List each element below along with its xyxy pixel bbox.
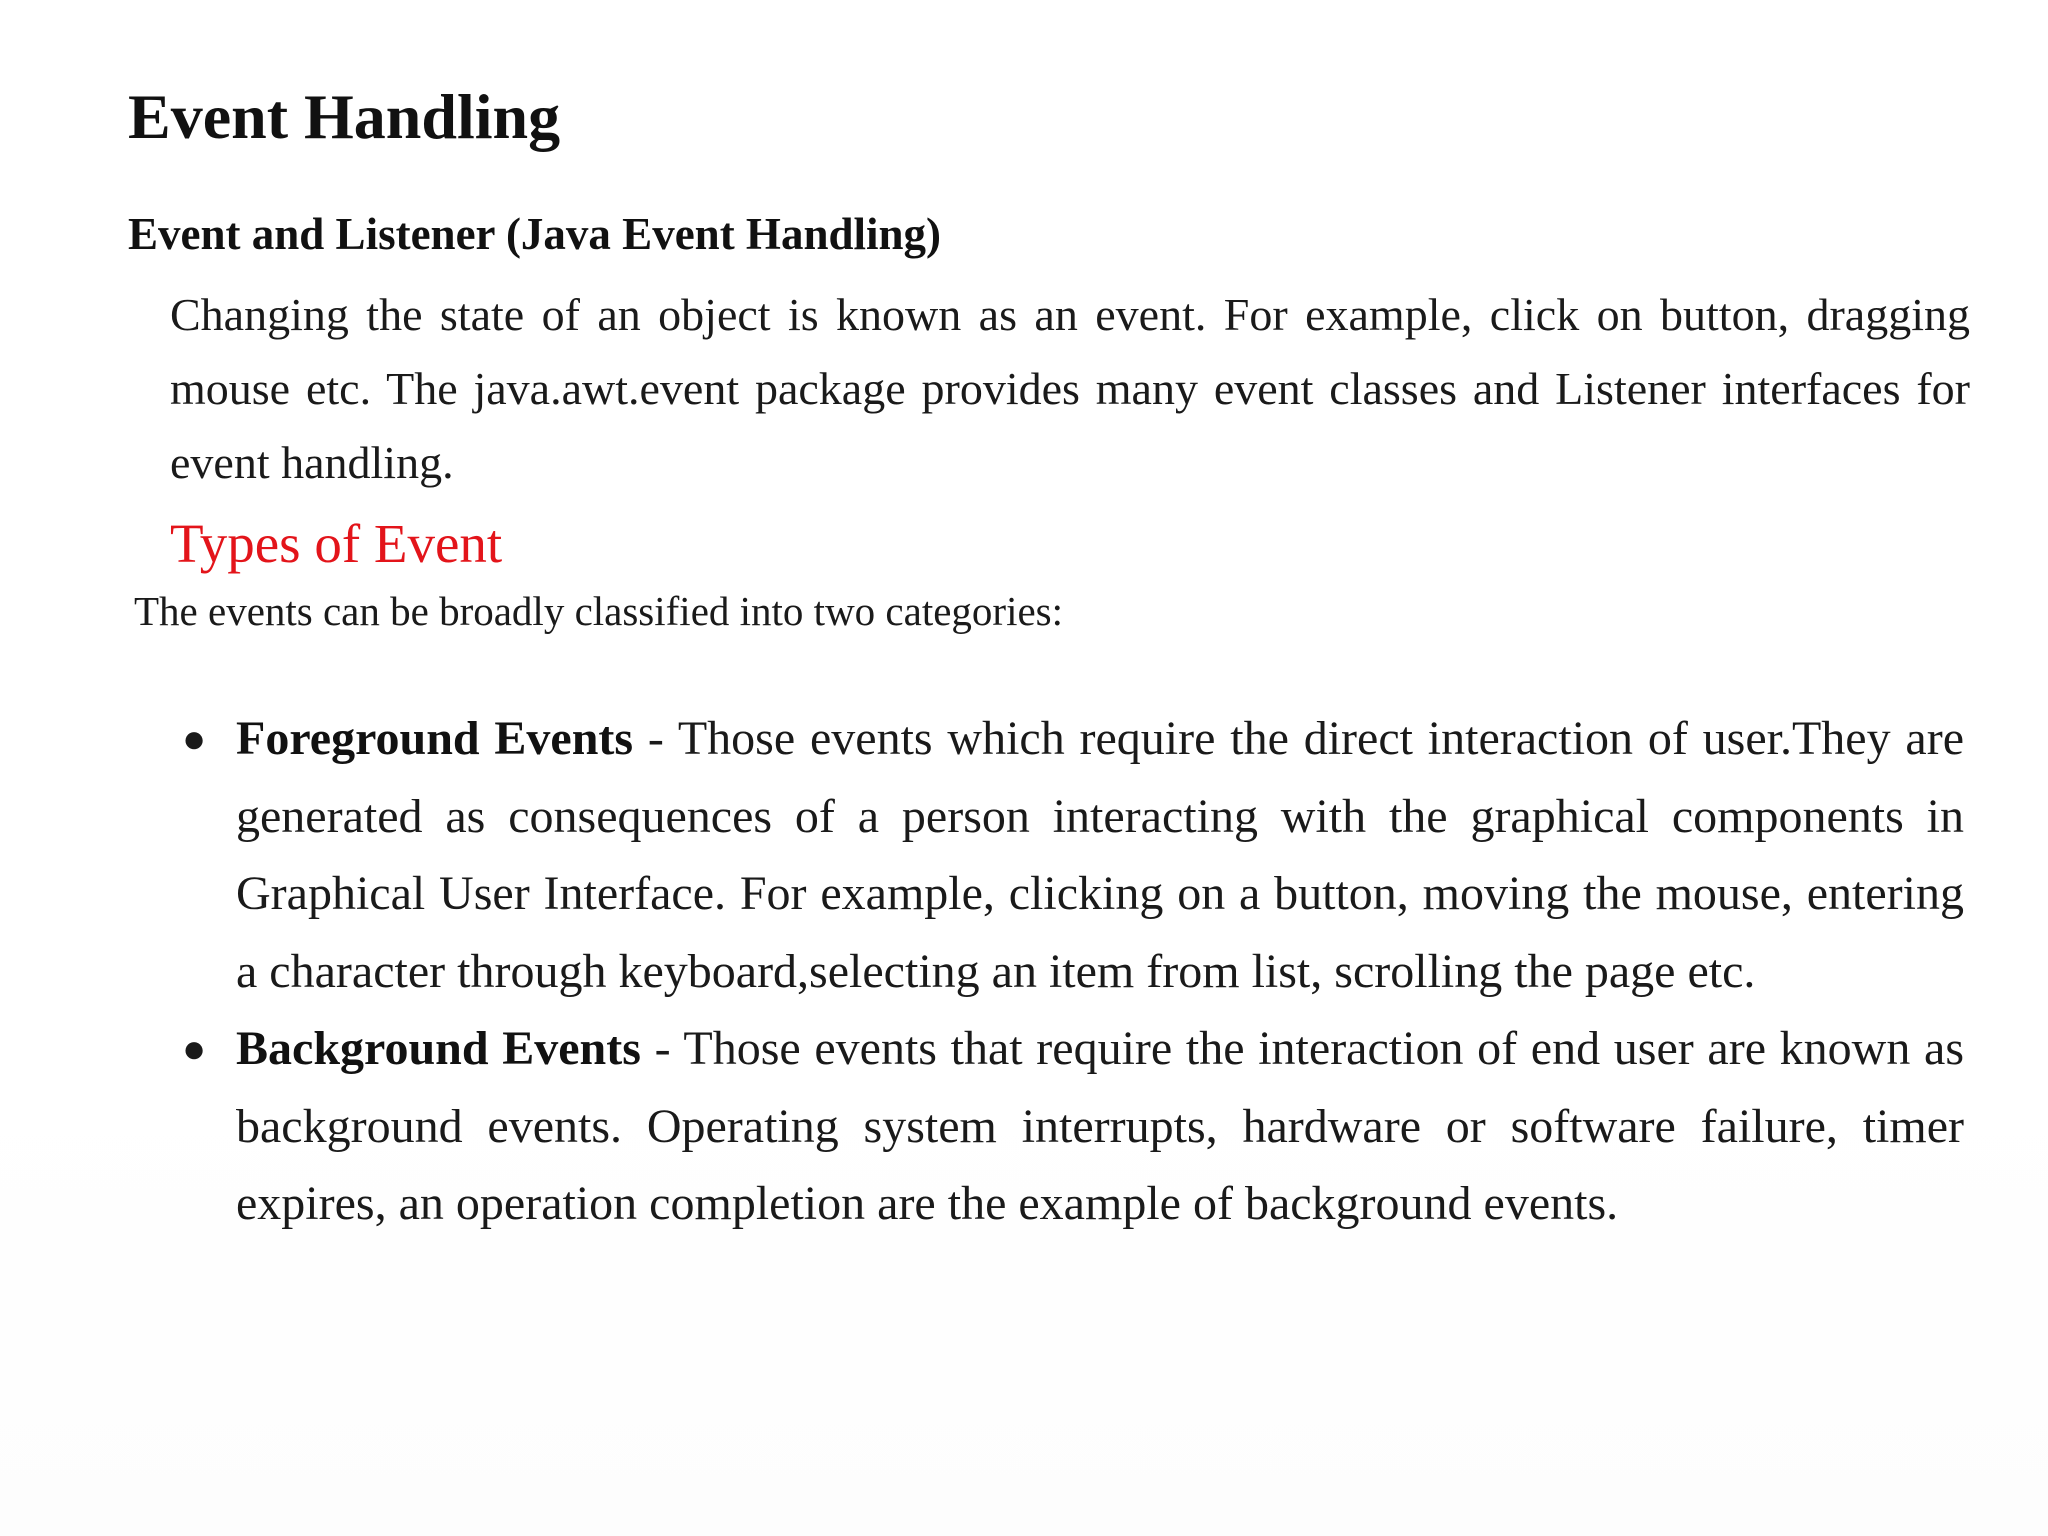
event-term: Background Events <box>236 1022 641 1075</box>
bullet-icon: ● <box>182 1026 207 1071</box>
term-separator: - <box>633 712 678 765</box>
page-title: Event Handling <box>128 81 561 152</box>
event-description: Those events that require the interaction of end user are known as background events. Operating system interrupts, hardware or software failure, timer expires, an operation completion are the example of background events. <box>236 1022 1965 1230</box>
list-item-foreground-events <box>182 700 1964 1010</box>
event-term: Foreground Events <box>236 712 634 765</box>
types-of-event-heading: Types of Event <box>170 513 503 574</box>
categories-sentence: The events can be broadly classified into two categories: <box>134 588 1064 634</box>
event-description: Those events which require the direct interaction of user.They are generated as consequences of a person interacting with the graphical components in Graphical User Interface. For example, clicking on a button, moving the mouse, entering a character through keyboard,selecting an item from list, scrolling the page etc. <box>236 712 1964 998</box>
list-item-background-events <box>182 1010 1965 1243</box>
term-separator: - <box>640 1022 684 1075</box>
bullet-icon: ● <box>182 716 207 761</box>
event-types-list <box>182 700 1965 1243</box>
intro-paragraph: Changing the state of an object is known as an event. For example, click on button, dragging mouse etc. The java.awt.event package provides many event classes and Listener interfaces for event handling. <box>170 289 1970 488</box>
section-subtitle: Event and Listener (Java Event Handling) <box>128 209 942 259</box>
